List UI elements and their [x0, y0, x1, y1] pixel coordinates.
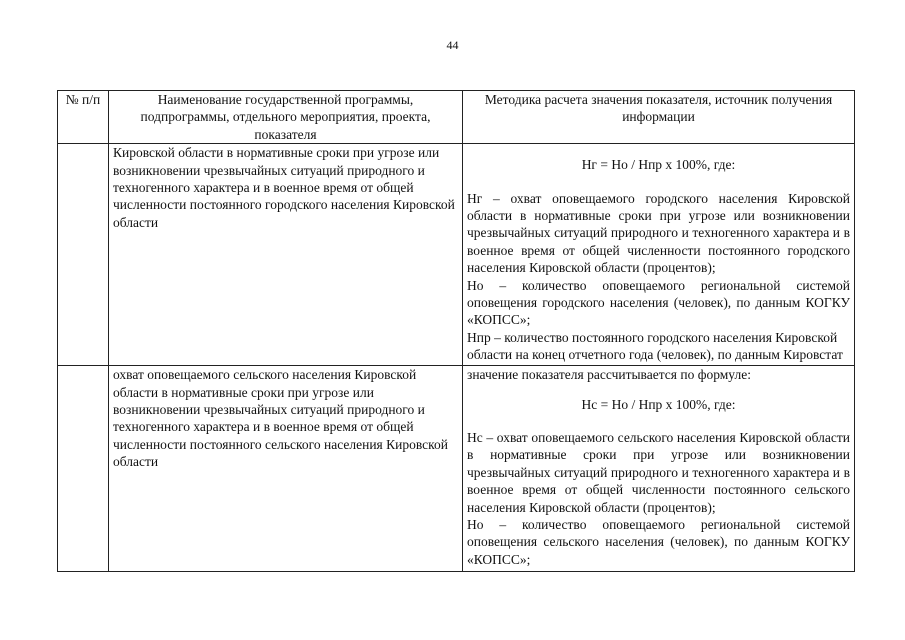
formula-intro: значение показателя рассчитывается по формуле: — [467, 367, 751, 383]
table-row — [58, 366, 855, 572]
page-number: 44 — [446, 38, 459, 52]
table-row — [58, 144, 855, 366]
row-num — [58, 144, 109, 366]
formula: Нг = Но / Нпр х 100%, где: — [581, 157, 736, 173]
method-cell — [463, 366, 855, 572]
method-cell — [463, 144, 855, 366]
row-num — [58, 366, 109, 572]
header-method: Методика расчета значения показателя, источник получения информации — [463, 91, 855, 144]
definition: Нпр – количество постоянного городского населения Кировской области на конец отчетного года (человек), по данным Кировстат — [467, 329, 843, 363]
header-num: № п/п — [58, 91, 109, 144]
table-header-row — [58, 91, 855, 144]
definition: Но – количество оповещаемого региональной системой оповещения городского населения (человек), по данным КОГКУ «КОПСС»; — [467, 277, 850, 328]
indicator-table — [57, 90, 855, 572]
header-name: Наименование государственной программы, подпрограммы, отдельного мероприятия, проекта, показателя — [109, 91, 463, 144]
definition: Нг – охват оповещаемого городского населения Кировской области в нормативные сроки при угрозе или возникновении чрезвычайных ситуаций природного и техногенного характера и в военное время от общей численности постоянного городского населения Кировской области (процентов); — [467, 190, 850, 276]
indicator-name: охват оповещаемого сельского населения Кировской области в нормативные сроки при угрозе или возникновении чрезвычайных ситуаций природного и техногенного характера и в военное время от общей численности постоянного сельского населения Кировской области — [109, 366, 463, 572]
indicator-name: Кировской области в нормативные сроки при угрозе или возникновении чрезвычайных ситуаций природного и техногенного характера и в военное время от общей численности постоянного городского населения Кировской области — [109, 144, 463, 366]
formula: Нс = Но / Нпр х 100%, где: — [581, 396, 736, 412]
definition: Но – количество оповещаемого региональной системой оповещения сельского населения (человек), по данным КОГКУ «КОПСС»; — [467, 517, 850, 567]
definition: Нс – охват оповещаемого сельского населения Кировской области в нормативные сроки при угрозе или возникновении чрезвычайных ситуаций природного и техногенного характера и в военное время от общей численности постоянного сельского населения Кировской области (процентов); — [467, 430, 850, 515]
